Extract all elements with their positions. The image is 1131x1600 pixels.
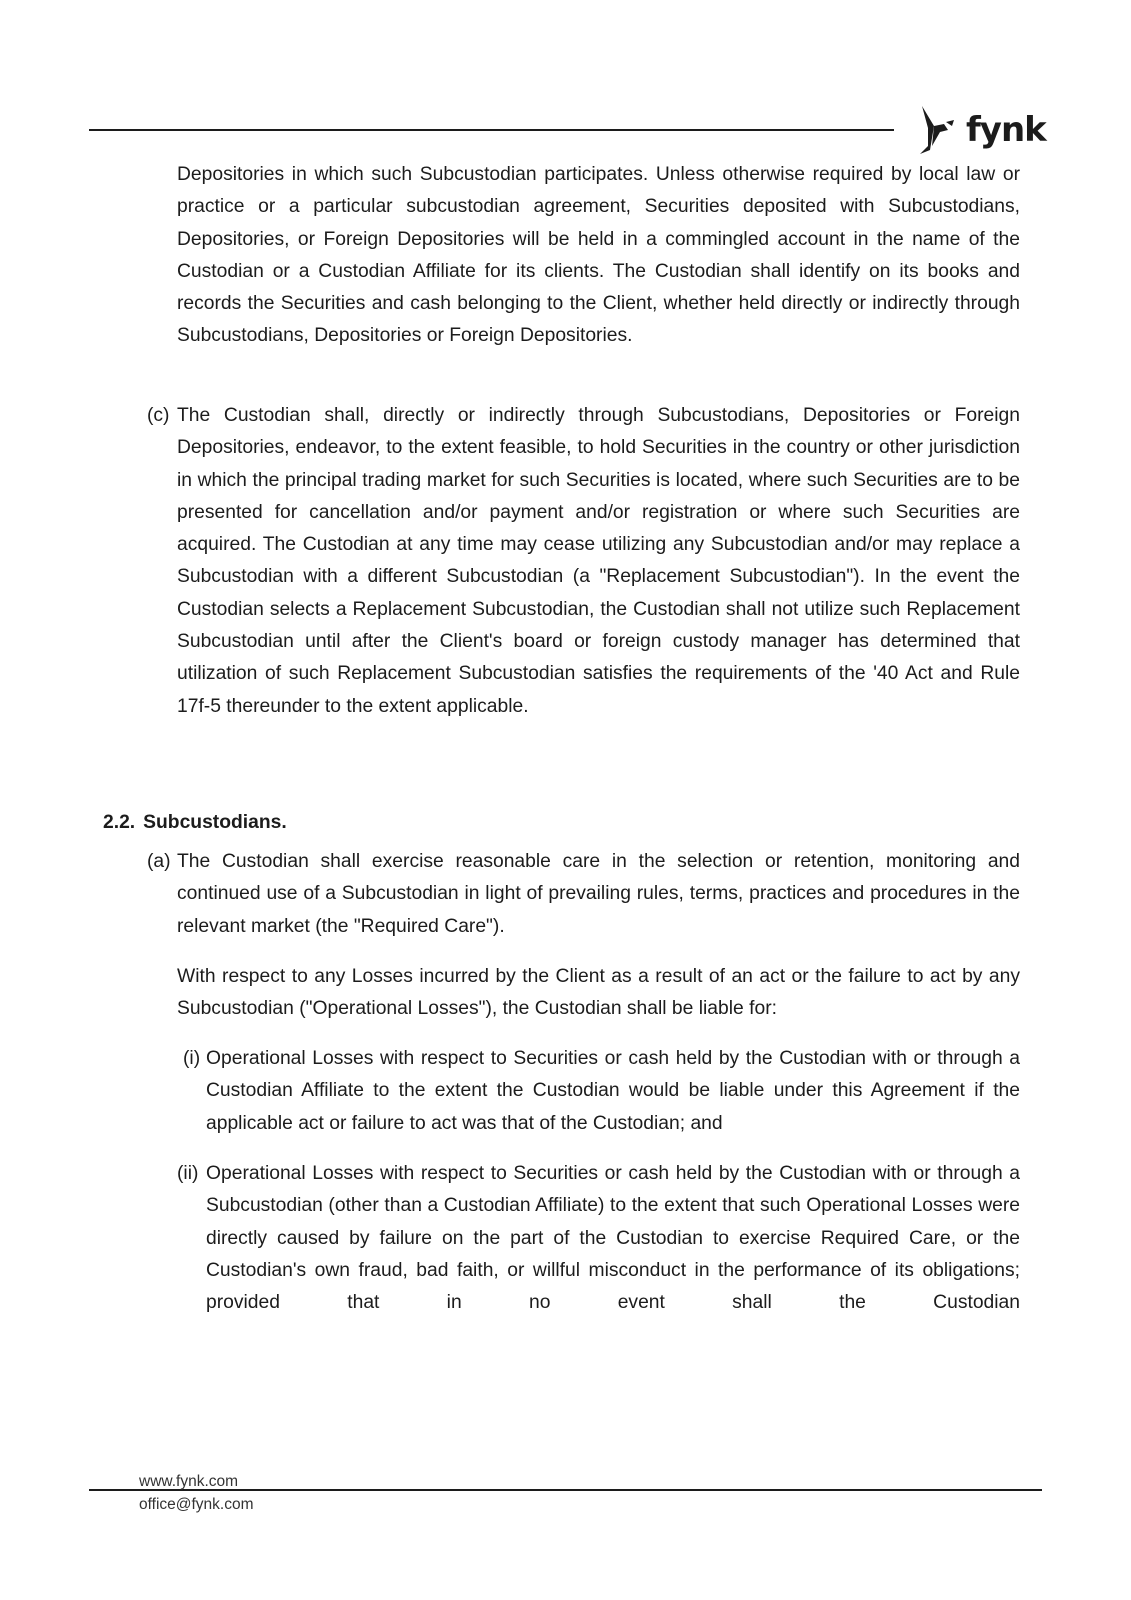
- subclause-i-text: Operational Losses with respect to Securities or cash held by the Custodian with or through a Custodian Affiliate to the extent the Custodian would be liable under this Agreement if the applicable act or failure to act was that of the Custodian; and: [206, 1048, 1020, 1134]
- clause-a-text: The Custodian shall exercise reasonable care in the selection or retention, monitoring and continued use of a Subcustodian in light of prevailing rules, terms, practices and procedures in the relevant market (the "Required Care").: [177, 851, 1020, 937]
- brand-logo: [918, 104, 1046, 156]
- bird-logo-icon: [918, 104, 958, 156]
- brand-name: fynk: [966, 110, 1046, 150]
- section-title: Subcustodians.: [143, 812, 287, 833]
- clause-c-text: The Custodian shall, directly or indirectly through Subcustodians, Depositories or Foreign Depositories, endeavor, to the extent feasible, to hold Securities in the country or other jurisdiction in which the principal trading market for such Securities is located, where such Securities are to be presented for cancellation and/or payment and/or registration or where such Securities are acquired. The Custodian at any time may cease utilizing any Subcustodian and/or may replace a Subcustodian with a different Subcustodian (a "Replacement Subcustodian"). In the event the Custodian selects a Replacement Subcustodian, the Custodian shall not utilize such Replacement Subcustodian until after the Client's board or foreign custody manager has determined that utilization of such Replacement Subcustodian satisfies the requirements of the '40 Act and Rule 17f-5 thereunder to the extent applicable.: [177, 405, 1020, 717]
- continued-paragraph: Depositories in which such Subcustodian participates. Unless otherwise required by local law or practice or a particular subcustodian agreement, Securities deposited with Subcustodians, Depositories, or Foreign Depositories will be held in a commingled account in the name of the Custodian or a Custodian Affiliate for its clients. The Custodian shall identify on its books and records the Securities and cash belonging to the Client, whether held directly or indirectly through Subcustodians, Depositories or Foreign Depositories.: [177, 164, 1020, 347]
- subclause-marker-ii: (ii): [177, 1163, 199, 1184]
- subclause-ii-text: Operational Losses with respect to Securities or cash held by the Custodian with or through a Subcustodian (other than a Custodian Affiliate) to the extent that such Operational Losses were directly caused by failure on the part of the Custodian to exercise Required Care, or the Custodian's own fraud, bad faith, or willful misconduct in the performance of its obligations; provided that in no event shall the Custodian: [206, 1163, 1020, 1314]
- clause-a-followup: With respect to any Losses incurred by the Client as a result of an act or the failure to act by any Subcustodian ("Operational Losses"), the Custodian shall be liable for:: [177, 966, 1020, 1020]
- section-number: 2.2.: [103, 812, 136, 833]
- clause-marker-a: (a): [147, 851, 171, 872]
- subclause-marker-i: (i): [183, 1048, 201, 1069]
- footer-website[interactable]: www.fynk.com: [139, 1473, 239, 1490]
- section-heading: [103, 807, 287, 839]
- footer-email[interactable]: office@fynk.com: [139, 1496, 254, 1513]
- clause-marker-c: (c): [147, 405, 170, 426]
- header-divider: [89, 129, 894, 131]
